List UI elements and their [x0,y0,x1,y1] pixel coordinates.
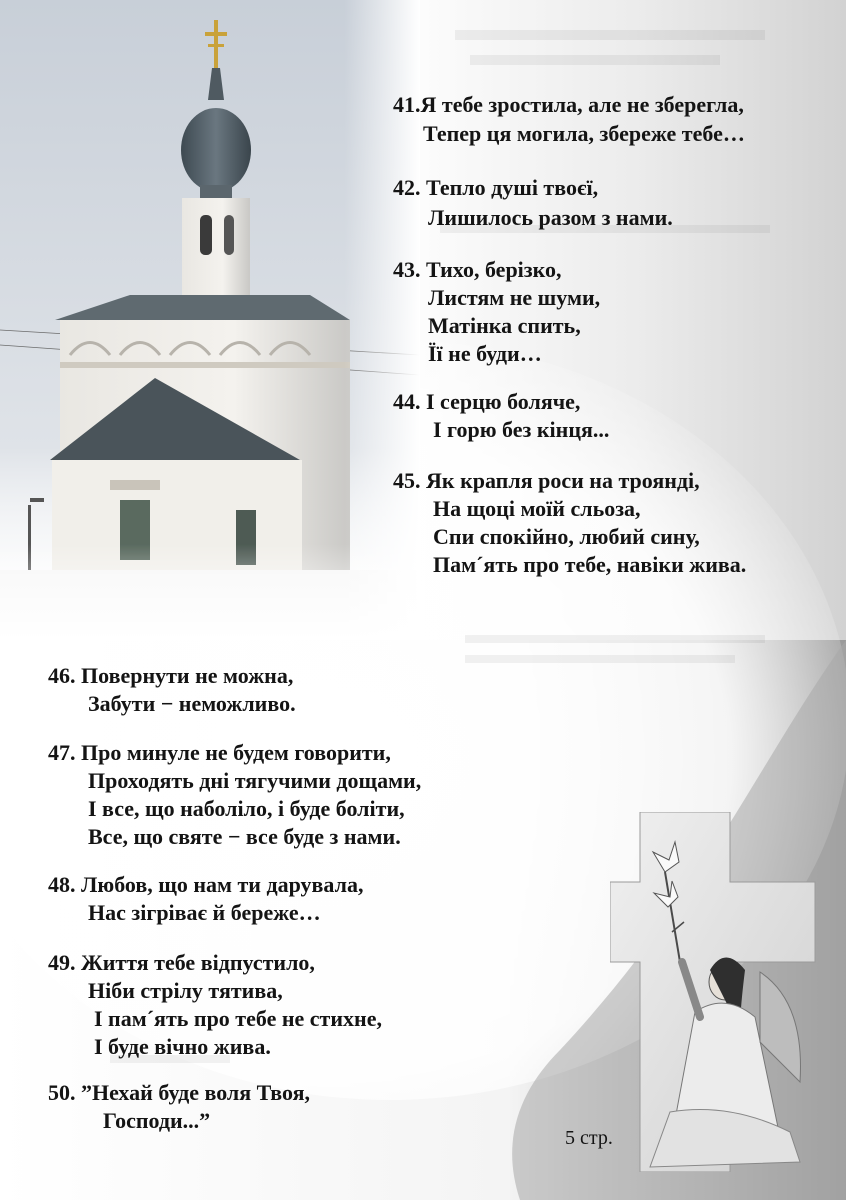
poem-43-line-2: Листям не шуми, [428,285,601,310]
poem-number: 41. [393,92,421,117]
poem-50-line-1 [48,1080,310,1106]
poem-41-line-1 [393,92,744,118]
poem-line-text: ”Нехай буде воля Твоя, [81,1080,310,1105]
poem-43-line-3: Матінка спить, [428,313,581,338]
poem-46-line-2: Забути − неможливо. [88,691,296,716]
poem-48-line-2: Нас зігріває й береже… [88,900,321,925]
poem-line-text: Я тебе зростила, але не зберегла, [420,92,744,117]
poem-number: 44. [393,389,426,414]
poem-49-line-3: І пам´ять про тебе не стихне, [94,1006,382,1031]
poem-47-line-1 [48,740,391,766]
poem-number: 50. [48,1080,81,1105]
poem-line-text: Як крапля роси на троянді, [426,468,700,493]
poem-line-text: Тепло душі твоєї, [426,175,599,200]
poem-45-line-2: На щоці моїй сльоза, [433,496,641,521]
angel-cross-illustration [610,812,820,1172]
poem-49-line-1 [48,950,315,976]
poem-41-line-2: Тепер ця могила, збереже тебе… [423,121,745,146]
poem-45-line-1 [393,468,700,494]
poem-number: 47. [48,740,81,765]
poem-line-text: Любов, що нам ти дарувала, [81,872,364,897]
poem-47-line-3: І все, що наболіло, і буде боліти, [88,796,405,821]
poem-47-line-2: Проходять дні тягучими дощами, [88,768,422,793]
poem-49-line-2: Ніби стрілу тятива, [88,978,283,1003]
poem-line-text: І серцю боляче, [426,389,581,414]
poem-number: 49. [48,950,81,975]
poem-number: 42. [393,175,426,200]
poem-49-line-4: І буде вічно жива. [94,1034,271,1059]
poem-number: 48. [48,872,81,897]
poem-47-line-4: Все, що святе − все буде з нами. [88,824,401,849]
poem-line-text: Тихо, берізко, [426,257,562,282]
page-number: 5 стр. [565,1127,613,1149]
poem-line-text: Повернути не можна, [81,663,294,688]
poem-43-line-4: Її не буди… [428,341,542,366]
poem-50-line-2: Господи...” [103,1108,211,1133]
poem-43-line-1 [393,257,562,283]
poem-42-line-1 [393,175,598,201]
poem-44-line-1 [393,389,580,415]
poem-number: 43. [393,257,426,282]
poem-45-line-3: Спи спокійно, любий сину, [433,524,700,549]
poem-number: 46. [48,663,81,688]
poem-44-line-2: І горю без кінця... [433,417,610,442]
poem-line-text: Про минуле не будем говорити, [81,740,391,765]
poem-48-line-1 [48,872,363,898]
poem-42-line-2: Лишилось разом з нами. [428,205,673,230]
church-photo [0,0,420,640]
poem-45-line-4: Пам´ять про тебе, навіки жива. [433,552,747,577]
poem-line-text: Життя тебе відпустило, [81,950,315,975]
poem-46-line-1 [48,663,293,689]
poem-number: 45. [393,468,426,493]
